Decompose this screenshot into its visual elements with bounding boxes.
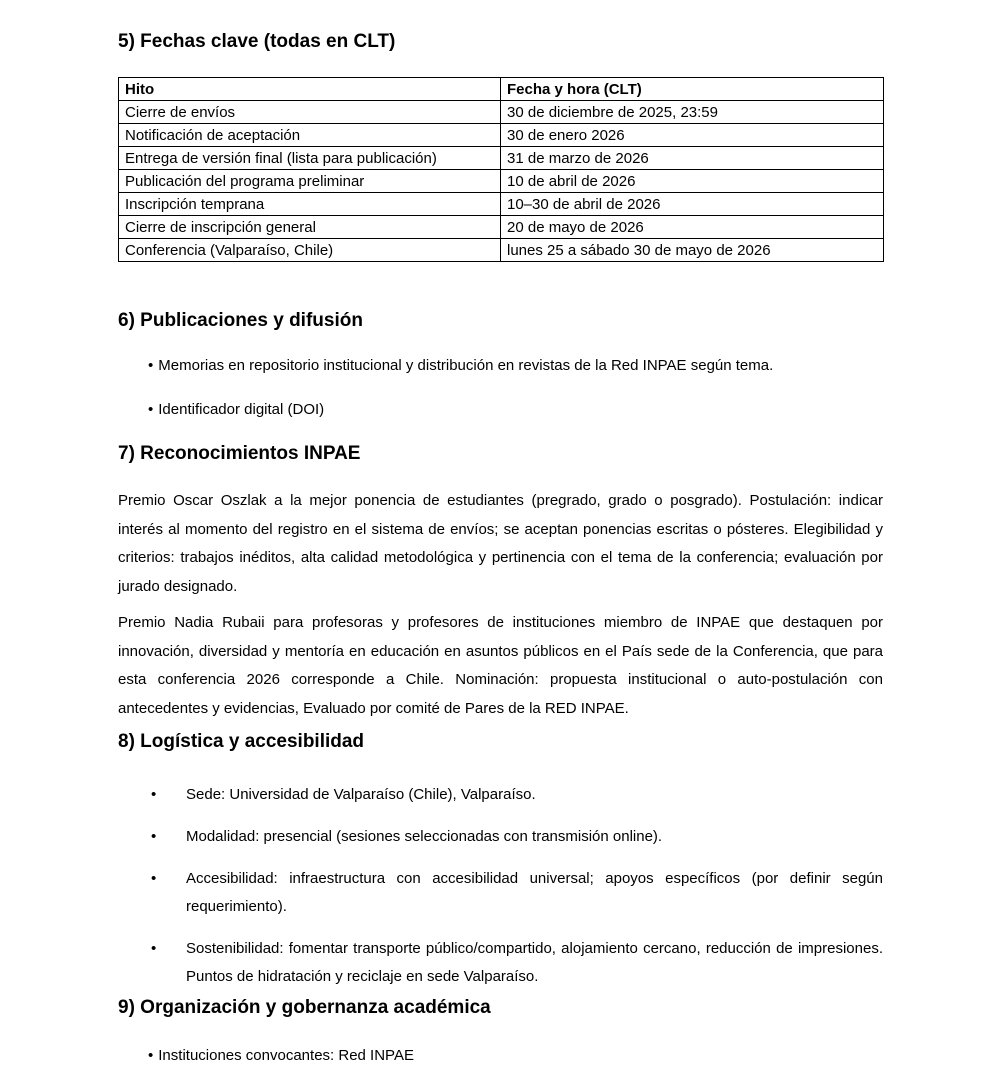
list-item-text: Identificador digital (DOI) [158,401,325,418]
list-item-text: Modalidad: presencial (sesiones seleccionadas con transmisión online). [186,828,663,845]
table-cell-milestone: Entrega de versión final (lista para publicación) [119,147,501,170]
list-item [118,400,883,420]
logistics-list [118,781,883,991]
table-row [119,216,884,239]
table-cell-date: 30 de diciembre de 2025, 23:59 [501,101,884,124]
bullet-icon: • [148,1047,154,1064]
table-cell-date: 10–30 de abril de 2026 [501,193,884,216]
publications-list [118,356,883,420]
table-header-row [119,78,884,101]
table-row [119,124,884,147]
list-item [118,781,883,809]
list-item-text: Accesibilidad: infraestructura con accesibilidad universal; apoyos específicos (por definir según requerimiento). [186,870,883,915]
table-cell-milestone: Publicación del programa preliminar [119,170,501,193]
table-cell-milestone: Inscripción temprana [119,193,501,216]
bullet-icon: • [151,870,157,887]
governance-list [118,1046,883,1066]
table-row [119,170,884,193]
list-item-text: Memorias en repositorio institucional y distribución en revistas de la Red INPAE según tema. [158,357,774,374]
section-heading-governance: 9) Organización y gobernanza académica [118,997,491,1018]
list-item-text: Sede: Universidad de Valparaíso (Chile), Valparaíso. [186,786,536,803]
table-cell-date: 31 de marzo de 2026 [501,147,884,170]
list-item [118,1046,883,1066]
table-row [119,193,884,216]
key-dates-table [118,77,884,262]
award-paragraph-oszlak: Premio Oscar Oszlak a la mejor ponencia de estudiantes (pregrado, grado o posgrado). Postulación: indicar interés al momento del registro en el sistema de envíos; se aceptan ponencias escritas o pósteres. Elegibilidad y criterios: trabajos inéditos, alta calidad metodológica y pertinencia con el tema de la conferencia; evaluación por jurado designado. [118,492,883,595]
table-row [119,101,884,124]
list-item [118,935,883,991]
list-item [118,823,883,851]
list-item [118,356,883,376]
section-heading-key-dates: 5) Fechas clave (todas en CLT) [118,31,396,52]
table-header-date: Fecha y hora (CLT) [501,78,884,101]
section-heading-awards: 7) Reconocimientos INPAE [118,443,361,464]
document-content [118,31,883,1066]
table-cell-milestone: Cierre de envíos [119,101,501,124]
section-heading-publications: 6) Publicaciones y difusión [118,310,363,331]
bullet-icon: • [148,357,154,374]
table-cell-milestone: Cierre de inscripción general [119,216,501,239]
bullet-icon: • [148,401,154,418]
section-heading-logistics: 8) Logística y accesibilidad [118,731,365,752]
table-cell-date: lunes 25 a sábado 30 de mayo de 2026 [501,239,884,262]
table-row [119,239,884,262]
table-header-milestone: Hito [119,78,501,101]
table-cell-date: 30 de enero 2026 [501,124,884,147]
bullet-icon: • [151,786,157,803]
table-cell-milestone: Notificación de aceptación [119,124,501,147]
table-cell-date: 20 de mayo de 2026 [501,216,884,239]
list-item [118,865,883,921]
list-item-text: Instituciones convocantes: Red INPAE [158,1047,414,1064]
list-item-text: Sostenibilidad: fomentar transporte público/compartido, alojamiento cercano, reducción de impresiones. Puntos de hidratación y reciclaje en sede Valparaíso. [186,940,883,985]
table-row [119,147,884,170]
bullet-icon: • [151,940,157,957]
bullet-icon: • [151,828,157,845]
award-paragraph-rubaii: Premio Nadia Rubaii para profesoras y profesores de instituciones miembro de INPAE que destaquen por innovación, diversidad y mentoría en educación en asuntos públicos en el País sede de la Conferencia, que para esta conferencia 2026 corresponde a Chile. Nominación: propuesta institucional o auto-postulación con antecedentes y evidencias, Evaluado por comité de Pares de la RED INPAE. [118,614,883,717]
table-cell-date: 10 de abril de 2026 [501,170,884,193]
table-cell-milestone: Conferencia (Valparaíso, Chile) [119,239,501,262]
